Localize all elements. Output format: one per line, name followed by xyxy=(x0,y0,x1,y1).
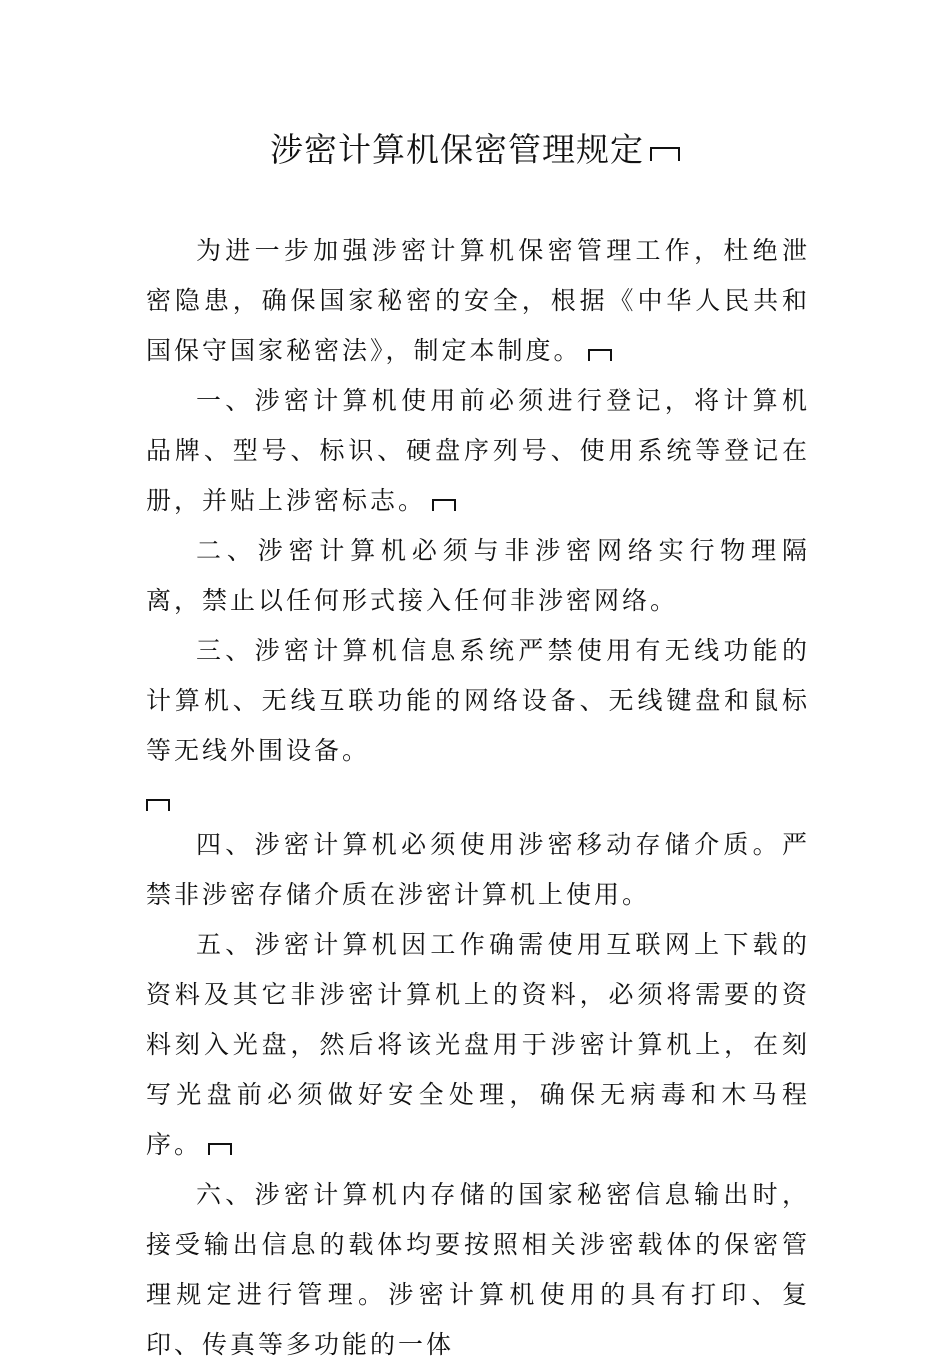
paragraph-mark-icon xyxy=(208,1143,232,1155)
paragraph-text: 六、涉密计算机内存储的国家秘密信息输出时，接受输出信息的载体均要按照相关涉密载体的保密管理规定进行管理。涉密计算机使用的具有打印、复印、传真等多功能的一体 xyxy=(146,1180,810,1359)
paragraph-article-1 xyxy=(146,376,810,526)
paragraph-mark-icon xyxy=(432,499,456,511)
paragraph-text: 四、涉密计算机必须使用涉密移动存储介质。严禁非涉密存储介质在涉密计算机上使用。 xyxy=(146,830,810,909)
paragraph-article-2 xyxy=(146,526,810,626)
paragraph-text: 三、涉密计算机信息系统严禁使用有无线功能的计算机、无线互联功能的网络设备、无线键盘和鼠标等无线外围设备。 xyxy=(146,636,810,765)
paragraph-article-3 xyxy=(146,626,810,820)
paragraph-article-6 xyxy=(146,1170,810,1370)
paragraph-mark-icon xyxy=(146,799,170,811)
paragraph-text: 为进一步加强涉密计算机保密管理工作，杜绝泄密隐患，确保国家秘密的安全，根据《中华人民共和国保守国家秘密法》，制定本制度。 xyxy=(146,236,810,365)
paragraph-text: 一、涉密计算机使用前必须进行登记，将计算机品牌、型号、标识、硬盘序列号、使用系统等登记在册，并贴上涉密标志。 xyxy=(146,386,810,515)
document-body xyxy=(146,226,810,1370)
paragraph-preamble xyxy=(146,226,810,376)
paragraph-text: 五、涉密计算机因工作确需使用互联网上下载的资料及其它非涉密计算机上的资料，必须将需要的资料刻入光盘，然后将该光盘用于涉密计算机上，在刻写光盘前必须做好安全处理，确保无病毒和木马程序。 xyxy=(146,930,810,1159)
paragraph-mark-line xyxy=(146,776,810,820)
paragraph-mark-icon xyxy=(650,147,680,161)
title-text: 涉密计算机保密管理规定 xyxy=(270,130,644,169)
paragraph-text: 二、涉密计算机必须与非涉密网络实行物理隔离，禁止以任何形式接入任何非涉密网络。 xyxy=(146,536,810,615)
paragraph-mark-icon xyxy=(588,349,612,361)
paragraph-article-5 xyxy=(146,920,810,1170)
paragraph-article-4 xyxy=(146,820,810,920)
document-title xyxy=(0,128,950,172)
